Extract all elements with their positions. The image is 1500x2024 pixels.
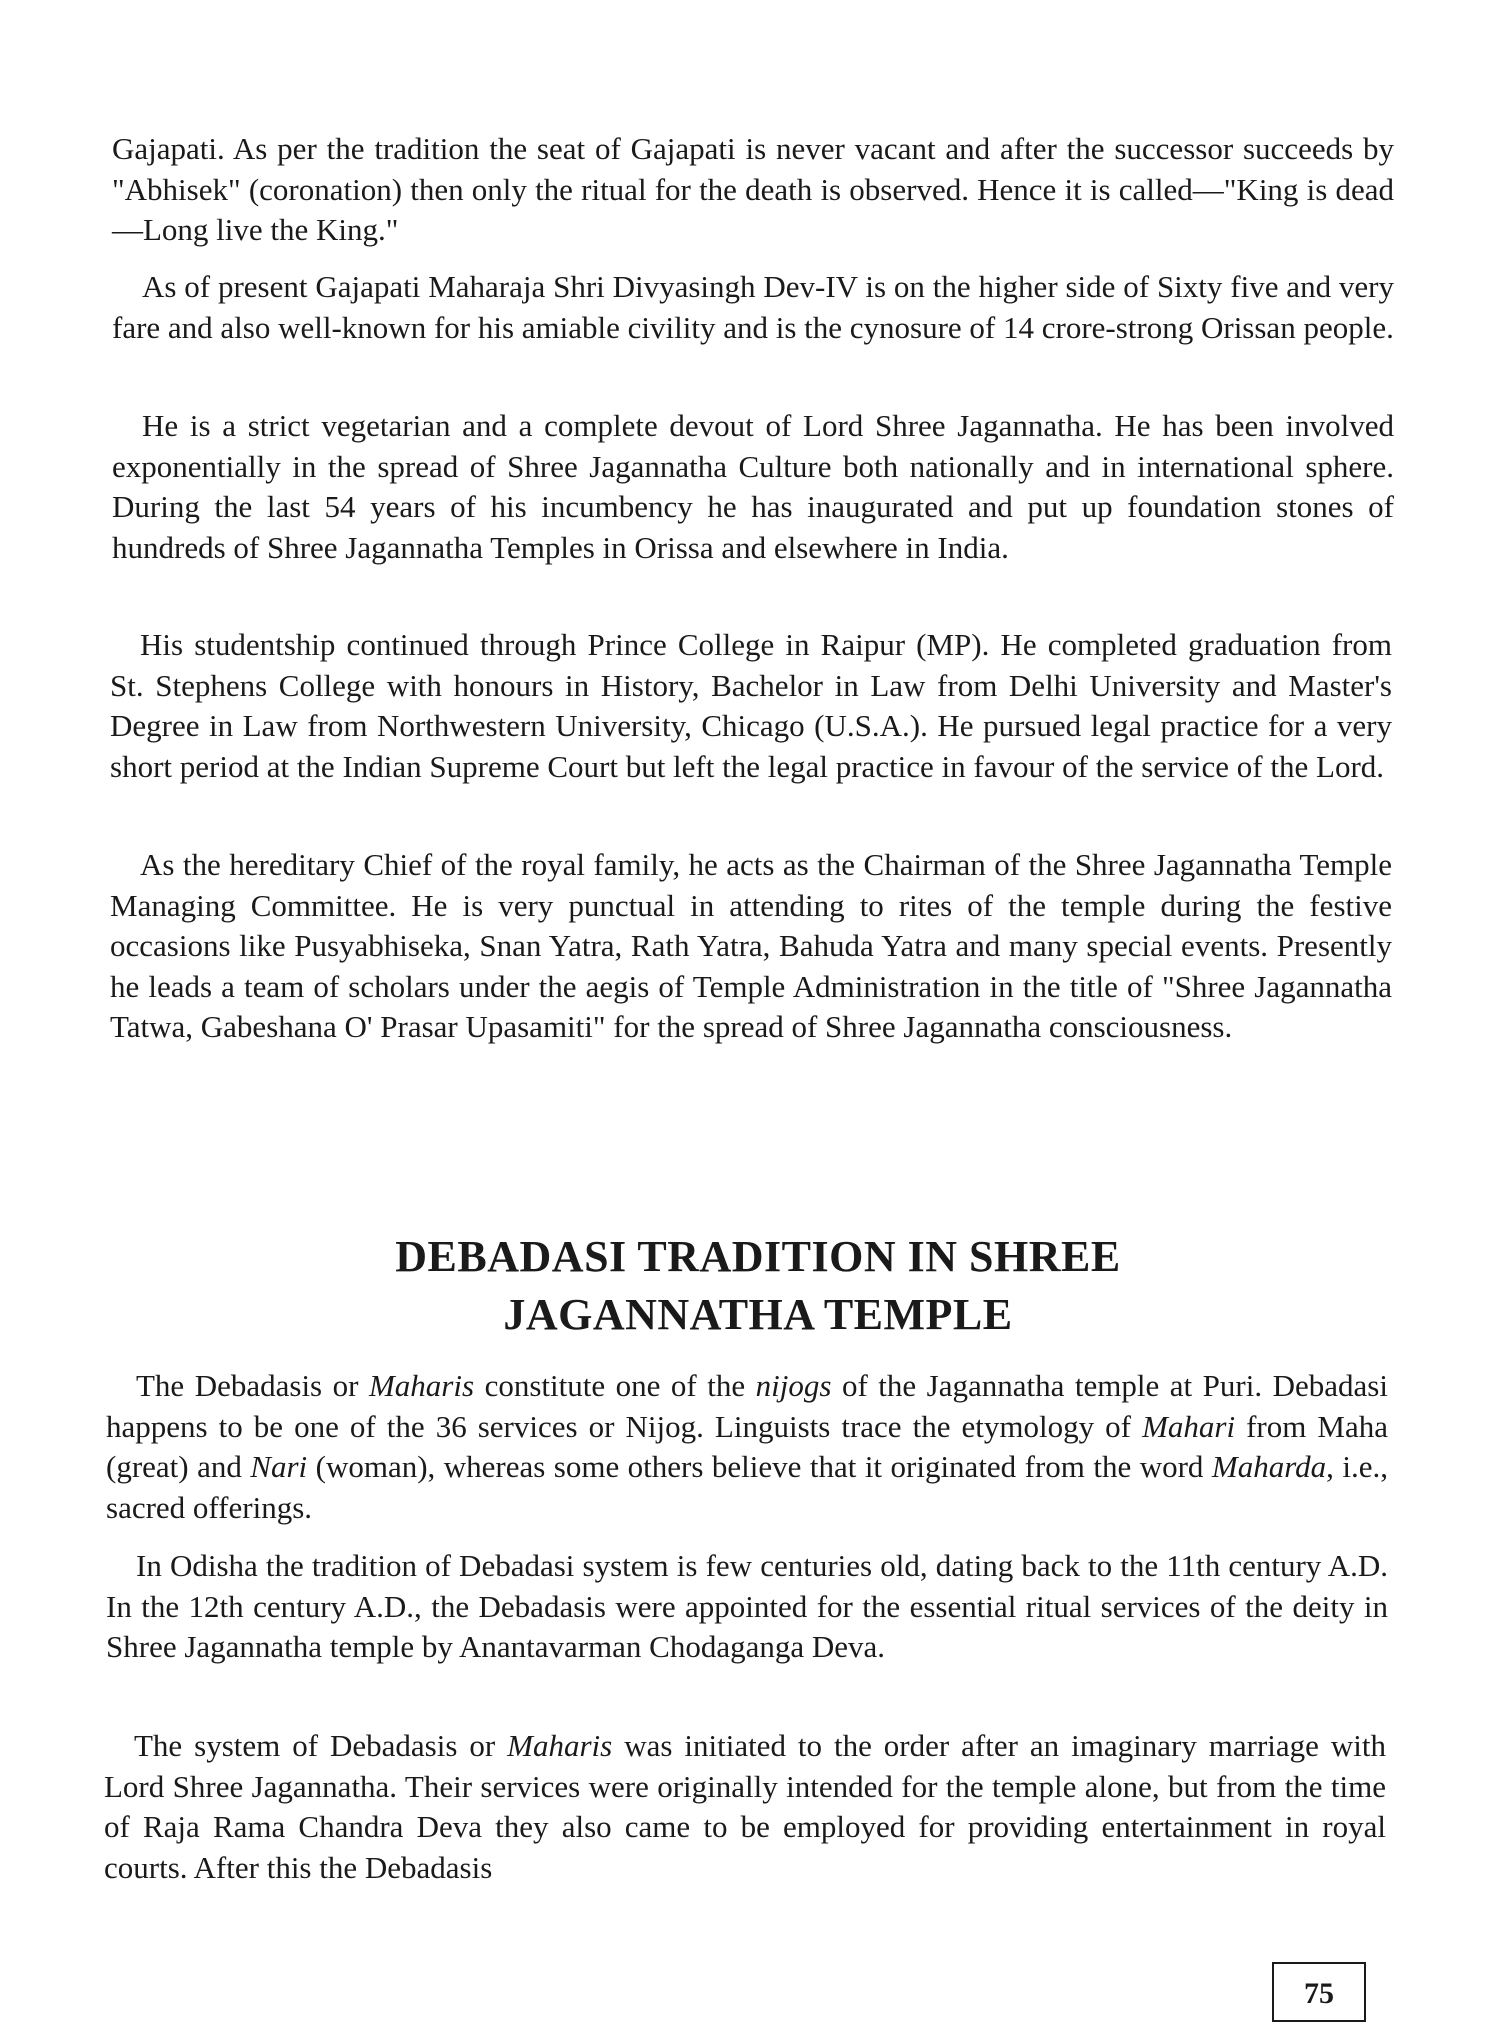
heading-line-2: JAGANNATHA TEMPLE bbox=[503, 1290, 1013, 1339]
paragraph-gajapati-succession: Gajapati. As per the tradition the seat of Gajapati is never vacant and after the successor succeeds by "Abhisek" (coronation) then only the ritual for the death is observed. Hence it is called—"King is dead—Long live the King." bbox=[112, 131, 1394, 247]
text-run: , i.e., sacred offerings. bbox=[106, 1449, 1388, 1525]
paragraph-debadasis-maharis bbox=[106, 1366, 1388, 1528]
italic-term-maharis: Maharis bbox=[368, 1368, 475, 1403]
text-run: The system of Debadasis or bbox=[134, 1728, 508, 1763]
paragraph-system-initiated bbox=[104, 1726, 1386, 1888]
text-run: was initiated to the order after an imaginary marriage with Lord Shree Jagannatha. Their services were originally intended for the temple alone, but from the time of Raja Rama Chandra Deva they also came to be employed for providing entertainment in royal courts. After this the Debadasis bbox=[104, 1728, 1386, 1885]
italic-term-mahari: Mahari bbox=[1142, 1408, 1236, 1444]
paragraph-odisha-tradition: In Odisha the tradition of Debadasi system is few centuries old, dating back to the 11th century A.D. In the 12th century A.D., the Debadasis were appointed for the essential ritual services of the deity in Shree Jagannatha temple by Anantavarman Chodaganga Deva. bbox=[106, 1548, 1388, 1664]
section-heading bbox=[108, 1228, 1408, 1344]
text-run: constitute one of the bbox=[474, 1368, 756, 1403]
heading-line-1: DEBADASI TRADITION IN SHREE bbox=[395, 1232, 1121, 1281]
text-run: The Debadasis or bbox=[136, 1368, 369, 1403]
text-run: of the Jagannatha temple at Puri. Debadasi happens to be one of the 36 services or Nijog. Linguists trace the etymology of bbox=[106, 1368, 1388, 1444]
paragraph-vegetarian-devout: He is a strict vegetarian and a complete devout of Lord Shree Jagannatha. He has been involved exponentially in the spread of Shree Jagannatha Culture both nationally and in international sphere. During the last 54 years of his incumbency he has inaugurated and put up foundation stones of hundreds of Shree Jagannatha Temples in Orissa and elsewhere in India. bbox=[112, 408, 1394, 565]
italic-term-nari: Nari bbox=[250, 1449, 308, 1484]
text-run: (woman), whereas some others believe that it originated from the word bbox=[307, 1449, 1212, 1484]
italic-term-maharda: Maharda bbox=[1211, 1449, 1327, 1484]
page-number: 75 bbox=[1272, 1962, 1366, 2022]
paragraph-studentship: His studentship continued through Prince College in Raipur (MP). He completed graduation from St. Stephens College with honours in History, Bachelor in Law from Delhi University and Master's Degree in Law from Northwestern University, Chicago (U.S.A.). He pursued legal practice for a very short period at the Indian Supreme Court but left the legal practice in favour of the service of the Lord. bbox=[110, 627, 1392, 784]
text-run: from Maha (great) and bbox=[106, 1408, 1388, 1484]
italic-term-nijogs: nijogs bbox=[755, 1368, 832, 1403]
italic-term-maharis: Maharis bbox=[507, 1728, 613, 1763]
paragraph-hereditary-chief: As the hereditary Chief of the royal family, he acts as the Chairman of the Shree Jagannatha Temple Managing Committee. He is very punctual in attending to rites of the temple during the festive occasions like Pusyabhiseka, Snan Yatra, Rath Yatra, Bahuda Yatra and many special events. Presently he leads a team of scholars under the aegis of Temple Administration in the title of "Shree Jagannatha Tatwa, Gabeshana O' Prasar Upasamiti" for the spread of Shree Jagannatha consciousness. bbox=[110, 847, 1392, 1044]
paragraph-present-gajapati: As of present Gajapati Maharaja Shri Divyasingh Dev-IV is on the higher side of Sixty five and very fare and also well-known for his amiable civility and is the cynosure of 14 crore-strong Orissan people. bbox=[112, 269, 1394, 345]
